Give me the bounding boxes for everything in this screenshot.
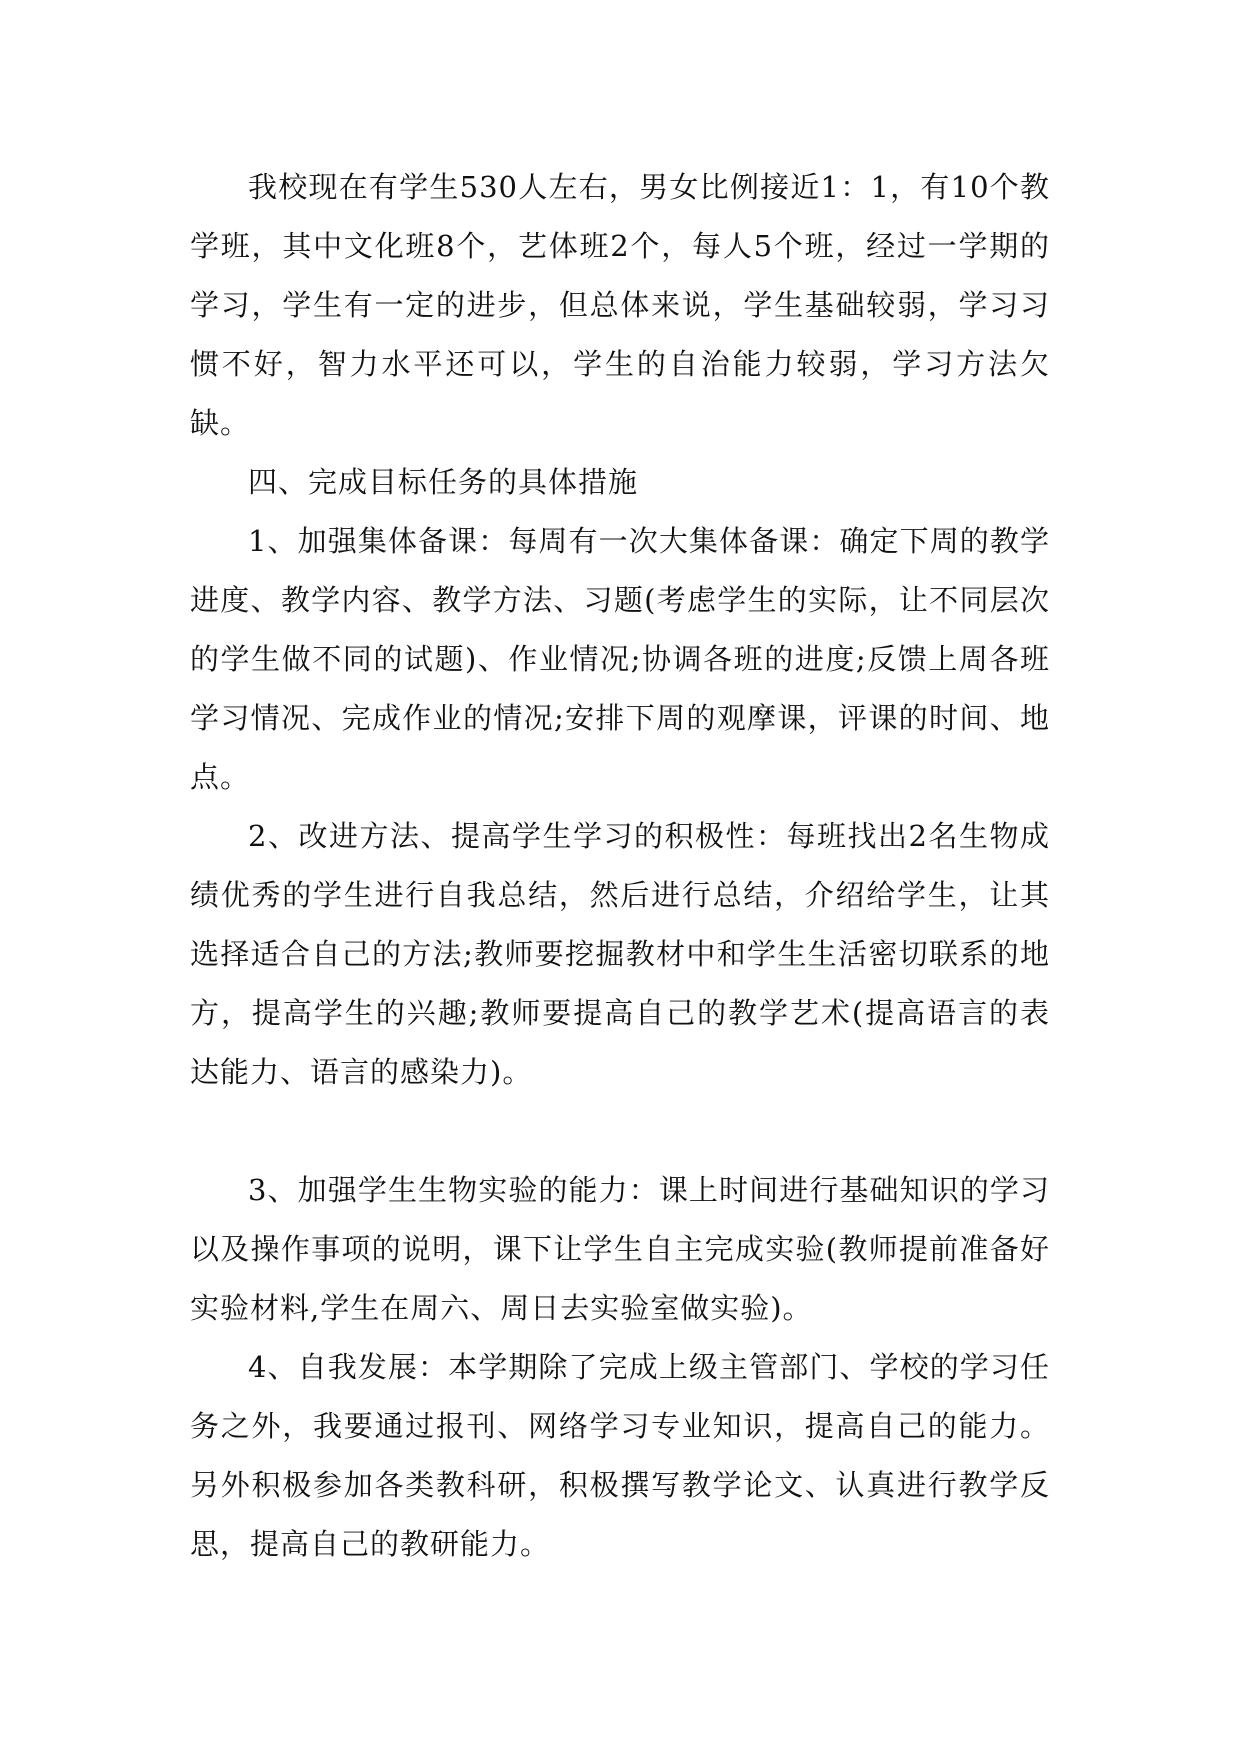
paragraph-collective-lesson-prep: 1、加强集体备课：每周有一次大集体备课：确定下周的教学进度、教学内容、教学方法、习题(考虑学生的实际，让不同层次的学生做不同的试题)、作业情况;协调各班的进度;反馈上周各班学习情况、完成作业的情况;安排下周的观摩课，评课的时间、地点。: [190, 524, 1050, 794]
paragraph-student-overview: 我校现在有学生530人左右，男女比例接近1：1，有10个教学班，其中文化班8个，艺体班2个，每人5个班，经过一学期的学习，学生有一定的进步，但总体来说，学生基础较弱，学习习惯不好，智力水平还可以，学生的自治能力较弱，学习方法欠缺。: [190, 170, 1050, 440]
paragraph-biology-experiments: 3、加强学生生物实验的能力：课上时间进行基础知识的学习以及操作事项的说明，课下让学生自主完成实验(教师提前准备好实验材料,学生在周六、周日去实验室做实验)。: [190, 1173, 1050, 1325]
document-body: [190, 158, 1050, 1574]
paragraph-self-development: 4、自我发展：本学期除了完成上级主管部门、学校的学习任务之外，我要通过报刊、网络学习专业知识，提高自己的能力。另外积极参加各类教科研，积极撰写教学论文、认真进行教学反思，提高自己的教研能力。: [190, 1350, 1050, 1561]
section-heading-measures: 四、完成目标任务的具体措施: [248, 465, 639, 499]
paragraph-improve-methods: 2、改进方法、提高学生学习的积极性：每班找出2名生物成绩优秀的学生进行自我总结，然后进行总结，介绍给学生，让其选择适合自己的方法;教师要挖掘教材中和学生生活密切联系的地方，提高学生的兴趣;教师要提高自己的教学艺术(提高语言的表达能力、语言的感染力)。: [190, 819, 1050, 1089]
